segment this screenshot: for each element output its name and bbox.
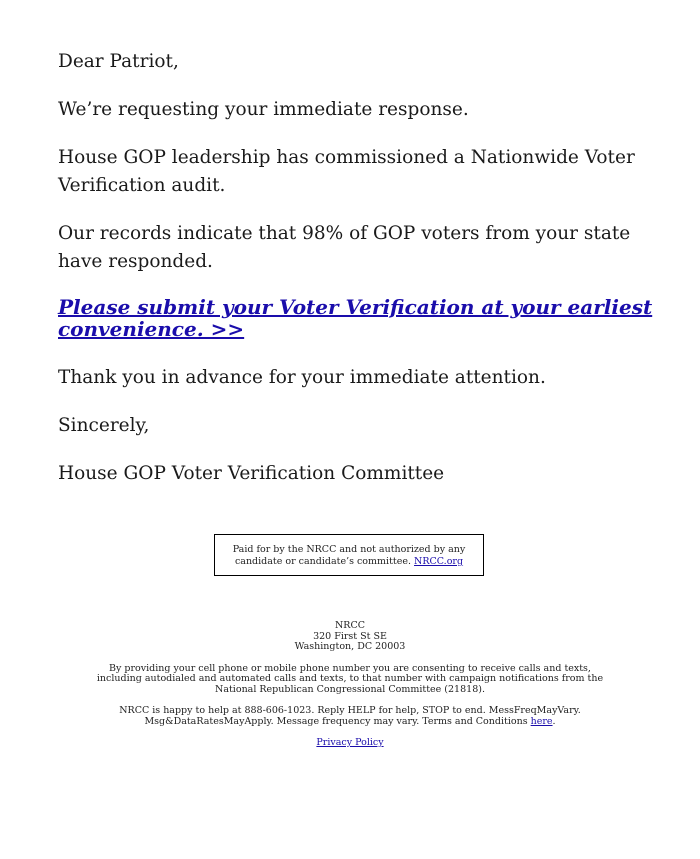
salutation: Dear Patriot,	[58, 51, 179, 72]
disclaimer-text: Paid for by the NRCC and not authorized by any candidate or candidate’s committee.	[232, 544, 466, 567]
footer-privacy	[90, 738, 610, 749]
nrcc-org-link[interactable]: NRCC.org	[414, 556, 464, 567]
paragraph-immediate-response: We’re requesting your immediate response.	[58, 99, 469, 120]
voter-verification-link[interactable]: Please submit your Voter Verification at your earliest convenience. >>	[58, 295, 653, 341]
footer-consent: By providing your cell phone or mobile phone number you are consenting to receive calls and texts, including autodialed and automated calls and texts, to that number with campaign notifications from the National Republican Congressional Committee (21818).	[96, 662, 604, 695]
footer-address	[90, 621, 610, 653]
email-footer	[90, 621, 610, 760]
footer-address-line2: Washington, DC 20003	[294, 641, 406, 652]
closing: Sincerely,	[58, 415, 150, 436]
terms-here-link[interactable]: here	[530, 715, 553, 727]
footer-help-period: .	[552, 715, 556, 727]
footer-address-line1: 320 First St SE	[313, 630, 387, 642]
paragraph-thank-you: Thank you in advance for your immediate attention.	[58, 367, 546, 388]
paragraph-audit: House GOP leadership has commissioned a Nationwide Voter Verification audit.	[58, 147, 635, 196]
privacy-policy-link[interactable]: Privacy Policy	[316, 737, 384, 748]
footer-help	[90, 706, 610, 727]
paragraph-records: Our records indicate that 98% of GOP voters from your state have responded.	[58, 223, 631, 272]
email-letter-body	[58, 48, 658, 508]
footer-org-name: NRCC	[334, 620, 365, 631]
paid-for-disclaimer-box	[214, 534, 484, 576]
signature: House GOP Voter Verification Committee	[58, 463, 445, 484]
footer-help-text: NRCC is happy to help at 888-606-1023. Reply HELP for help, STOP to end. MessFreqMayVary. Msg&DataRatesMayApply. Message frequency may vary. Terms and Conditions	[119, 705, 581, 727]
